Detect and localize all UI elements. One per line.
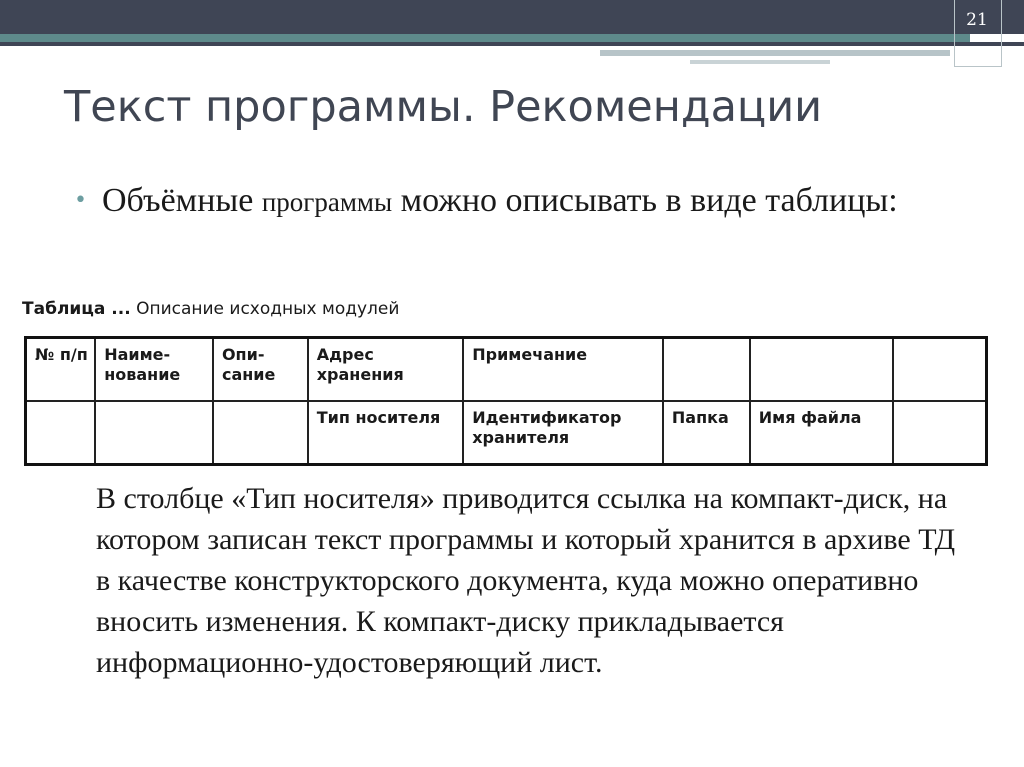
table-caption-prefix: Таблица ... xyxy=(22,299,131,319)
header-empty-2 xyxy=(750,338,893,401)
table-caption-text: Описание исходных модулей xyxy=(130,299,400,319)
teal-stripe xyxy=(0,34,970,42)
sub-folder: Папка xyxy=(663,401,750,465)
header-empty-1 xyxy=(663,338,750,401)
header-desc: Опи-сание xyxy=(213,338,308,401)
bullet-dot-icon: • xyxy=(74,188,87,213)
sub-empty-2 xyxy=(95,401,213,465)
header-addr: Адрес хранения xyxy=(308,338,464,401)
decor-line xyxy=(600,50,950,56)
modules-table xyxy=(24,336,988,466)
table-sub-row xyxy=(26,401,987,465)
header-num: № п/п xyxy=(26,338,96,401)
bullet-text-part3: можно описывать в виде таблицы: xyxy=(392,182,898,219)
sub-file: Имя файла xyxy=(750,401,893,465)
top-bar xyxy=(0,0,1024,34)
bullet-text-part2: программы xyxy=(261,187,393,217)
bullet-text xyxy=(102,180,982,223)
table-header-row xyxy=(26,338,987,401)
sub-media-id: Идентификатор хранителя xyxy=(463,401,663,465)
body-paragraph: В столбце «Тип носителя» приводится ссылка на компакт-диск, на котором записан текст программы и который хранится в архиве ТД в качестве конструкторского документа, куда можно оперативно вносить изменения. К компакт-диску прикладывается информационно-удостоверяющий лист. xyxy=(96,482,956,679)
header-name: Наиме-нование xyxy=(95,338,213,401)
slide-title: Текст программы. Рекомендации xyxy=(64,82,823,132)
sub-media-type: Тип носителя xyxy=(308,401,464,465)
sub-empty-1 xyxy=(26,401,96,465)
header-note: Примечание xyxy=(463,338,663,401)
decor-line-short xyxy=(690,60,830,64)
sub-empty-4 xyxy=(893,401,986,465)
sub-empty-3 xyxy=(213,401,308,465)
table-caption xyxy=(22,299,399,319)
header-empty-3 xyxy=(893,338,986,401)
bullet-text-part1: Объёмные xyxy=(102,182,262,219)
slide-number: 21 xyxy=(966,10,988,30)
dark-stripe xyxy=(0,42,1024,46)
